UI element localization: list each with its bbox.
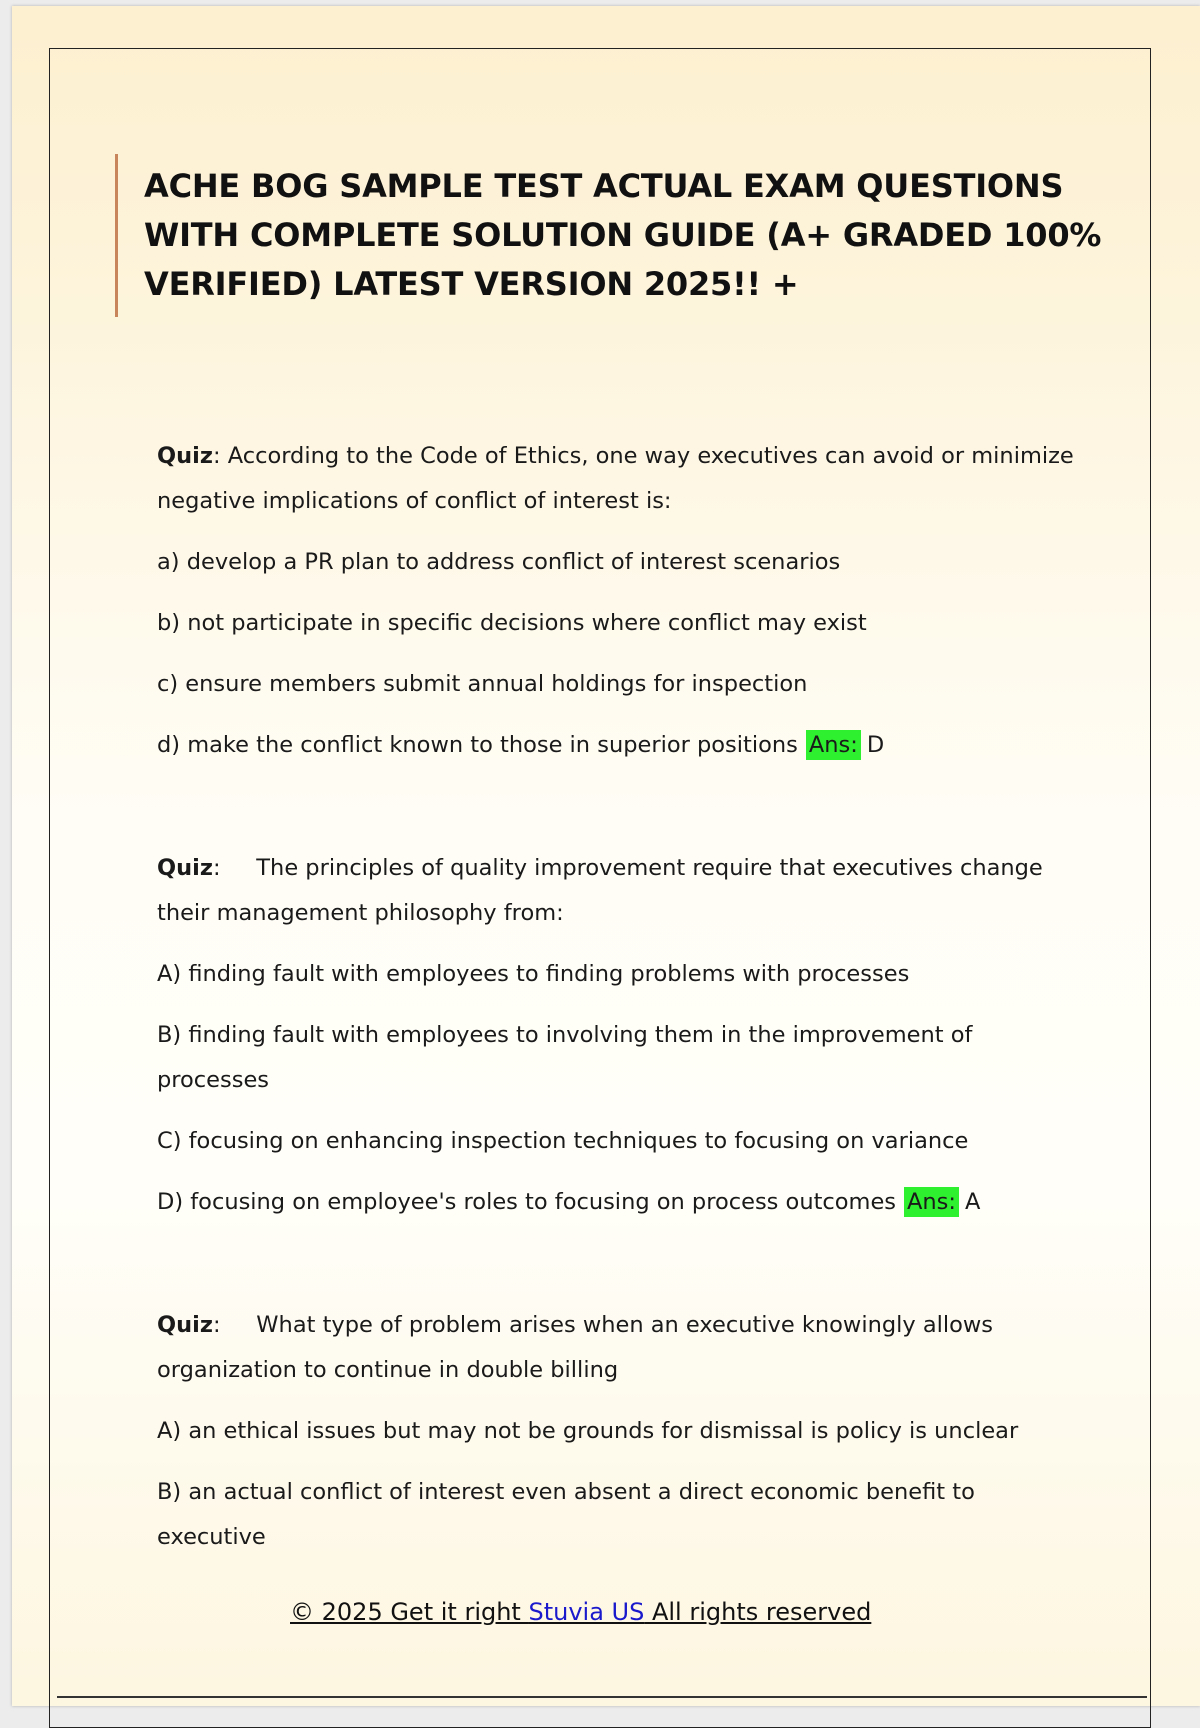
quiz-option: a) develop a PR plan to address conflict of interest scenarios: [157, 549, 841, 575]
quiz-option-with-answer: [157, 1180, 1077, 1225]
footer-prefix: © 2025 Get it right: [290, 1598, 529, 1626]
answer-letter: D: [866, 732, 885, 758]
quiz-option-text: d) make the conflict known to those in superior positions: [157, 732, 798, 758]
quiz-label: Quiz: [157, 1312, 213, 1338]
title-block: [115, 154, 1104, 317]
quiz-option: B) an actual conflict of interest even absent a direct economic benefit to executive: [157, 1479, 975, 1550]
document-page: [12, 6, 1200, 1706]
quiz-option-with-answer: [157, 723, 1077, 768]
quiz-question-text: : The principles of quality improvement require that executives change their management philosophy from:: [157, 855, 1050, 926]
quiz-option-text: D) focusing on employee's roles to focusing on process outcomes: [157, 1189, 897, 1215]
quiz-question: [157, 434, 1077, 524]
answer-highlight: Ans:: [904, 1187, 959, 1217]
answer-highlight: Ans:: [806, 730, 861, 760]
quiz-2: [157, 846, 1077, 1225]
quiz-option: C) focusing on enhancing inspection techniques to focusing on variance: [157, 1128, 969, 1154]
quiz-1: [157, 434, 1077, 768]
quiz-option: c) ensure members submit annual holdings for inspection: [157, 671, 808, 697]
quiz-question-text: : What type of problem arises when an executive knowingly allows organization to continue in double billing: [157, 1312, 1001, 1383]
quiz-label: Quiz: [157, 855, 213, 881]
stuvia-link[interactable]: Stuvia US: [528, 1598, 645, 1626]
document-title: ACHE BOG SAMPLE TEST ACTUAL EXAM QUESTIONS WITH COMPLETE SOLUTION GUIDE (A+ GRADED 100% VERIFIED) LATEST VERSION 2025!! +: [144, 167, 1102, 303]
quiz-label: Quiz: [157, 443, 213, 469]
answer-letter: A: [965, 1189, 981, 1215]
footer-suffix: All rights reserved: [644, 1598, 872, 1626]
copyright-footer: [290, 1598, 871, 1626]
quiz-option: A) an ethical issues but may not be grounds for dismissal is policy is unclear: [157, 1418, 1019, 1444]
quiz-option: A) finding fault with employees to finding problems with processes: [157, 961, 910, 987]
quiz-question-text: : According to the Code of Ethics, one way executives can avoid or minimize negative implications of conflict of interest is:: [157, 443, 1074, 514]
quiz-option: B) finding fault with employees to involving them in the improvement of processes: [157, 1022, 973, 1093]
bottom-rule: [57, 1696, 1147, 1698]
quiz-question: [157, 1303, 1077, 1393]
quiz-3: [157, 1303, 1077, 1560]
quiz-question: [157, 846, 1077, 936]
quiz-option: b) not participate in specific decisions where conflict may exist: [157, 610, 867, 636]
quiz-content: [157, 434, 1077, 1638]
